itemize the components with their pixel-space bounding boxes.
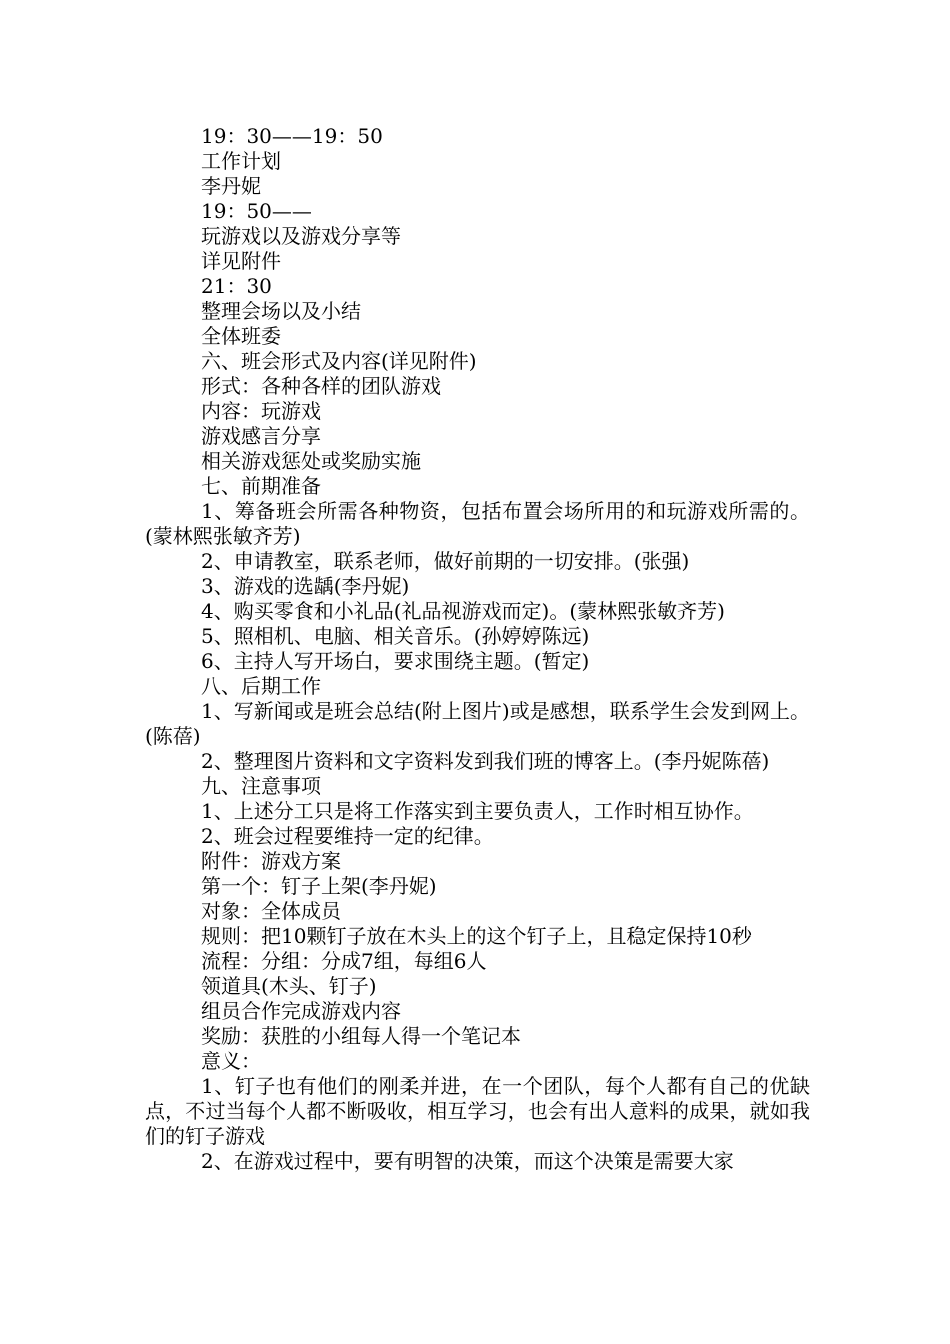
schedule-time-3: 21：30 bbox=[201, 274, 272, 298]
schedule-time-1: 19：30——19：50 bbox=[201, 124, 383, 148]
schedule-see-appendix: 详见附件 bbox=[201, 249, 281, 273]
game-1-reward: 奖励：获胜的小组每人得一个笔记本 bbox=[201, 1024, 521, 1048]
prep-item-4: 4、购买零食和小礼品(礼品视游戏而定)。(蒙林熙张敏齐芳) bbox=[201, 599, 725, 623]
prep-item-3: 3、游戏的选龋(李丹妮) bbox=[201, 574, 410, 598]
content-line: 内容：玩游戏 bbox=[201, 399, 321, 423]
game-1-target: 对象：全体成员 bbox=[201, 899, 341, 923]
document-body bbox=[145, 124, 810, 1174]
schedule-person-all: 全体班委 bbox=[201, 324, 281, 348]
prep-item-6: 6、主持人写开场白，要求围绕主题。(暂定) bbox=[201, 649, 590, 673]
game-1-tools: 领道具(木头、钉子) bbox=[201, 974, 377, 998]
game-1-title: 第一个：钉子上架(李丹妮) bbox=[201, 874, 437, 898]
note-item-1: 1、上述分工只是将工作落实到主要负责人，工作时相互协作。 bbox=[201, 799, 754, 823]
schedule-time-2: 19：50—— bbox=[201, 199, 312, 223]
content-share-line: 游戏感言分享 bbox=[201, 424, 321, 448]
schedule-person-1: 李丹妮 bbox=[201, 174, 261, 198]
prep-item-2: 2、申请教室，联系老师，做好前期的一切安排。(张强) bbox=[201, 549, 690, 573]
section-heading-6: 六、班会形式及内容(详见附件) bbox=[201, 349, 477, 373]
schedule-item-cleanup: 整理会场以及小结 bbox=[201, 299, 361, 323]
game-1-cooperate: 组员合作完成游戏内容 bbox=[201, 999, 401, 1023]
game-1-meaning-label: 意义： bbox=[201, 1049, 261, 1073]
section-heading-8: 八、后期工作 bbox=[201, 674, 321, 698]
schedule-item-work-plan: 工作计划 bbox=[201, 149, 281, 173]
content-reward-line: 相关游戏惩处或奖励实施 bbox=[201, 449, 421, 473]
post-item-1: 1、写新闻或是班会总结(附上图片)或是感想，联系学生会发到网上。(陈蓓) bbox=[145, 699, 810, 748]
game-1-meaning-2: 2、在游戏过程中，要有明智的决策，而这个决策是需要大家 bbox=[201, 1149, 734, 1173]
game-1-flow: 流程：分组：分成7组，每组6人 bbox=[201, 949, 487, 973]
game-1-rule: 规则：把10颗钉子放在木头上的这个钉子上，且稳定保持10秒 bbox=[201, 924, 752, 948]
note-item-2: 2、班会过程要维持一定的纪律。 bbox=[201, 824, 494, 848]
schedule-item-games: 玩游戏以及游戏分享等 bbox=[201, 224, 401, 248]
game-1-meaning-1: 1、钉子也有他们的刚柔并进，在一个团队，每个人都有自己的优缺点，不过当每个人都不断吸收，相互学习，也会有出人意料的成果，就如我们的钉子游戏 bbox=[145, 1074, 810, 1148]
appendix-heading: 附件：游戏方案 bbox=[201, 849, 341, 873]
prep-item-5: 5、照相机、电脑、相关音乐。(孙婷婷陈远) bbox=[201, 624, 590, 648]
post-item-2: 2、整理图片资料和文字资料发到我们班的博客上。(李丹妮陈蓓) bbox=[201, 749, 770, 773]
format-line: 形式：各种各样的团队游戏 bbox=[201, 374, 441, 398]
section-heading-7: 七、前期准备 bbox=[201, 474, 321, 498]
section-heading-9: 九、注意事项 bbox=[201, 774, 321, 798]
prep-item-1: 1、筹备班会所需各种物资，包括布置会场所用的和玩游戏所需的。(蒙林熙张敏齐芳) bbox=[145, 499, 810, 548]
